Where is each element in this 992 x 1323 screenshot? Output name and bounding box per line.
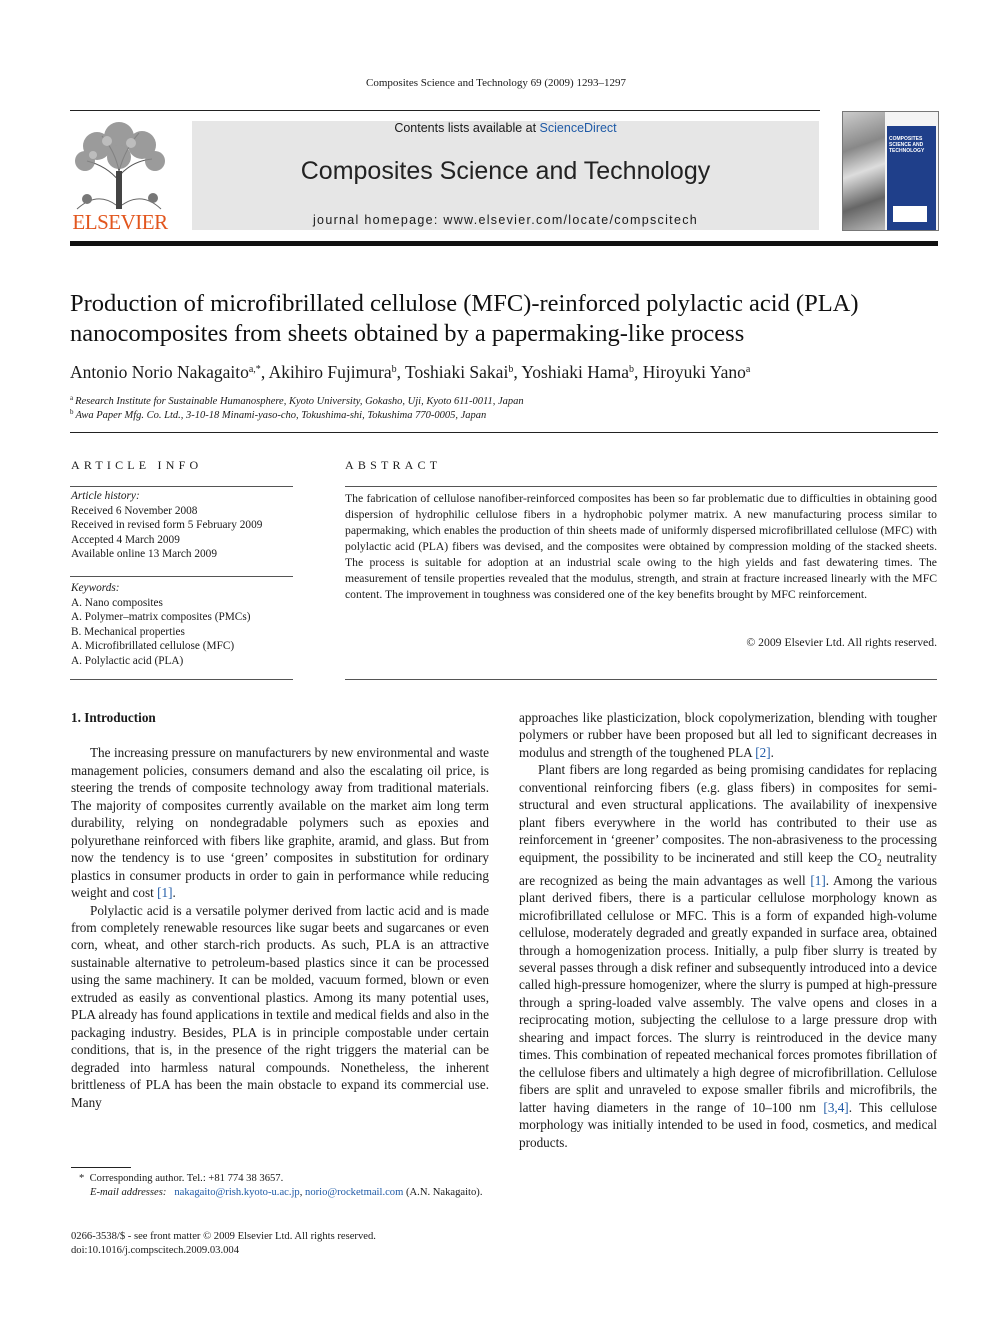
sciencedirect-link[interactable]: ScienceDirect	[539, 121, 617, 135]
body-paragraph: Polylactic acid is a versatile polymer derived from lactic acid and is made from completely renewable resources like sugar beets and sugarcanes or even corn, wheat, and other starch-rich products. As such, PLA is an attractive sustainable alternative to petroleum-based plastics since it can be processed using the same machinery. It can be molded, vacuum formed, blown or even extruded as easily as conventional plastics. Among its many potential uses, PLA already has found applications in textile and medical fields and also in the packaging industry. Besides, PLA is in principle compostable under certain conditions, that is, in the presence of the right triggers the material can be degraded into harmless natural compounds. Nonetheless, the inherent brittleness of PLA has been the main obstacle to expand its commercial use. Many	[71, 902, 489, 1110]
article-title: Production of microfibrillated cellulose (MFC)-reinforced polylactic acid (PLA) nanocomposites from sheets obtained by a papermaking-like process	[70, 290, 859, 347]
tree-logo-icon	[67, 121, 173, 211]
elsevier-wordmark: ELSEVIER	[72, 210, 168, 234]
author-name[interactable]: Toshiaki Sakai	[405, 362, 509, 382]
body-paragraph: Plant fibers are long regarded as being promising candidates for replacing conventional reinforcing fibers (e.g. glass fibers) in composites for semi-structural and even structural applications. The availability of inexpensive plant fibers everywhere in the world has contributed to their use as reinforcement in ‘greener’ composites. The non-abrasiveness to the processing equipment, the possibility to be incinerated and still keep the $CO_2$ neutrality are recognized as being the main advantages as well [1]. Among the various plant derived fibers, there is a particular cellulose morphology known as microfibrillated cellulose or MFC. This is a form of expanded high-volume cellulose, moderately degraded and greatly expanded in surface area, obtained through a homogenization process. Initially, a pulp fiber slurry is treated by several passes through a disk refiner and subsequently introduced into a device called high-pressure homogenizer, where the slurry is pumped at high-pressure through a spring-loaded valve assembly. The valve opens and closes in a reciprocating motion, subjecting the cellulose to a large pressure drop with shearing and impact forces. The slurry is reintroduced in the device many times. This combination of repeated mechanical forces promotes fibrillation of the cellulose fibers and ultimately a high degree of microfibrillation. Cellulose fibers are split and unraveled to expose smaller fibrils and microfibrils, the latter having diameters in the range of 10–100 nm [3,4]. This cellulose morphology was initially intended to be used in food, cosmetics, and medical products.	[519, 762, 937, 1150]
abstract-copyright: © 2009 Elsevier Ltd. All rights reserved.	[746, 636, 937, 649]
keyword: A. Polylactic acid (PLA)	[71, 654, 184, 667]
front-matter-info	[71, 1230, 489, 1258]
journal-homepage[interactable]: journal homepage: www.elsevier.com/locate/compscitech	[312, 213, 699, 227]
cover-title: COMPOSITES SCIENCE AND TECHNOLOGY	[889, 136, 925, 154]
keyword: A. Nano composites	[71, 596, 163, 609]
header-top-rule	[70, 110, 820, 111]
abstract-end-rule	[345, 679, 937, 680]
journal-citation: Composites Science and Technology 69 (2009) 1293–1297	[366, 77, 626, 89]
email-link[interactable]: nakagaito@rish.kyoto-u.ac.jp	[174, 1187, 300, 1198]
keyword: A. Microfibrillated cellulose (MFC)	[71, 640, 235, 652]
abstract-rule	[345, 486, 937, 487]
elsevier-logo[interactable]	[67, 121, 173, 234]
affiliation-rule	[70, 432, 938, 433]
author-name[interactable]: Yoshiaki Hama	[521, 362, 630, 382]
body-paragraph: The increasing pressure on manufacturers by new environmental and waste management policies, consumers demand and also the escalating oil price, is steering the trends of composite technology away from traditional materials. The majority of composites currently available on the market aim long term durability, relying on nondegradable polymers such as epoxies and polyurethane reinforced with fibers like graphite, aramid, and glass. But from now the tendency is to use ‘green’ composites in substitution for ordinary plastics in consumer products in order to gain in performance while reducing weight and cost [1].	[71, 745, 489, 901]
header-bottom-rule	[70, 241, 938, 246]
cover-panel	[887, 126, 936, 230]
contents-prefix: Contents lists available at	[394, 121, 540, 135]
citation-link[interactable]: [1]	[810, 872, 826, 888]
article-info-heading: ARTICLE INFO	[71, 458, 203, 472]
affiliation-a: $^a$ Research Institute for Sustainable Humanosphere, Kyoto University, Gokasho, Uji, Kyoto 611-0011, Japan	[70, 394, 524, 407]
keywords: Keywords: A. Nano composites A. Polymer–matrix composites (PMCs) B. Mechanical properties A. Microfibrillated cellulose (MFC) A. Polylactic acid (PLA)	[71, 581, 296, 668]
body-column-right	[519, 709, 937, 1151]
corresponding-author-footnote: * Corresponding author. Tel.: +81 774 38 3657. E-mail addresses: nakagaito@rish.kyoto-u.ac.jp, norio@rocketmail.com (A.N. Nakagaito).	[79, 1173, 483, 1198]
body-paragraph: approaches like plasticization, block copolymerization, blending with tougher polymers or rubber have been proposed but all led to significant decreases in modulus and strength of the toughened PLA [2].	[519, 710, 937, 760]
doi-line[interactable]: doi:10.1016/j.compscitech.2009.03.004	[71, 1245, 240, 1256]
email-link[interactable]: norio@rocketmail.com	[305, 1187, 404, 1198]
contents-line	[192, 121, 819, 135]
keyword: B. Mechanical properties	[71, 625, 185, 638]
issn-line: 0266-3538/$ - see front matter © 2009 Elsevier Ltd. All rights reserved.	[71, 1231, 376, 1242]
keyword: A. Polymer–matrix composites (PMCs)	[71, 611, 251, 623]
journal-title: Composites Science and Technology	[300, 157, 711, 185]
citation-link[interactable]: [1]	[157, 885, 173, 901]
cover-publisher-box	[893, 206, 927, 222]
affiliation-b: $^b$ Awa Paper Mfg. Co. Ltd., 3-10-18 Minami-yaso-cho, Tokushima-shi, Tokushima 770-0005, Japan	[70, 408, 487, 421]
abstract-text: The fabrication of cellulose nanofiber-reinforced composites has been so far problematic due to difficulties in obtaining good dispersion of hydrophilic cellulose fibers in a hydrophobic polymer matrix. A new manufacturing process similar to papermaking, which enables the production of thin sheets made of uniformly dispersed microfibrillated cellulose (MFC) with polylactic acid (PLA) fibers was devised, and the composites were obtained by compression molding of the stacked sheets. The process is suitable for adoption at an industrial scale owing to the high yields and fast dewatering times. The measurement of tensile properties revealed that the modulus, strength, and strain at fracture increased linearly with the MFC content. The improvement in toughness was considered one of the key benefits brought by MFC reinforcement.	[345, 492, 937, 601]
abstract-heading: ABSTRACT	[345, 458, 442, 472]
body-column-left	[71, 709, 489, 1111]
citation-link[interactable]: [3,4]	[823, 1099, 849, 1115]
article-info-end-rule	[70, 679, 293, 680]
author-name[interactable]: Antonio Norio Nakagaito	[70, 362, 249, 382]
journal-banner	[192, 121, 819, 230]
author-name[interactable]: Akihiro Fujimura	[268, 362, 392, 382]
article-history: Article history: Received 6 November 2008 Received in revised form 5 February 2009 Accepted 4 March 2009 Available online 13 March 2009	[71, 490, 263, 560]
author-list: Antonio Norio Nakagaito$^{a,*}$, Akihiro Fujimura$^b$, Toshiaki Sakai$^b$, Yoshiaki Hama$^b$, Hiroyuki Yano$^a$	[70, 362, 751, 382]
author-name[interactable]: Hiroyuki Yano	[642, 362, 746, 382]
journal-cover-thumbnail[interactable]	[842, 111, 939, 231]
keywords-rule	[70, 576, 293, 577]
footnote-rule	[71, 1167, 131, 1168]
article-info-rule	[70, 486, 293, 487]
cover-photo	[843, 112, 885, 230]
citation-link[interactable]: [2]	[755, 744, 771, 760]
section-heading-introduction: 1. Introduction	[71, 710, 156, 725]
